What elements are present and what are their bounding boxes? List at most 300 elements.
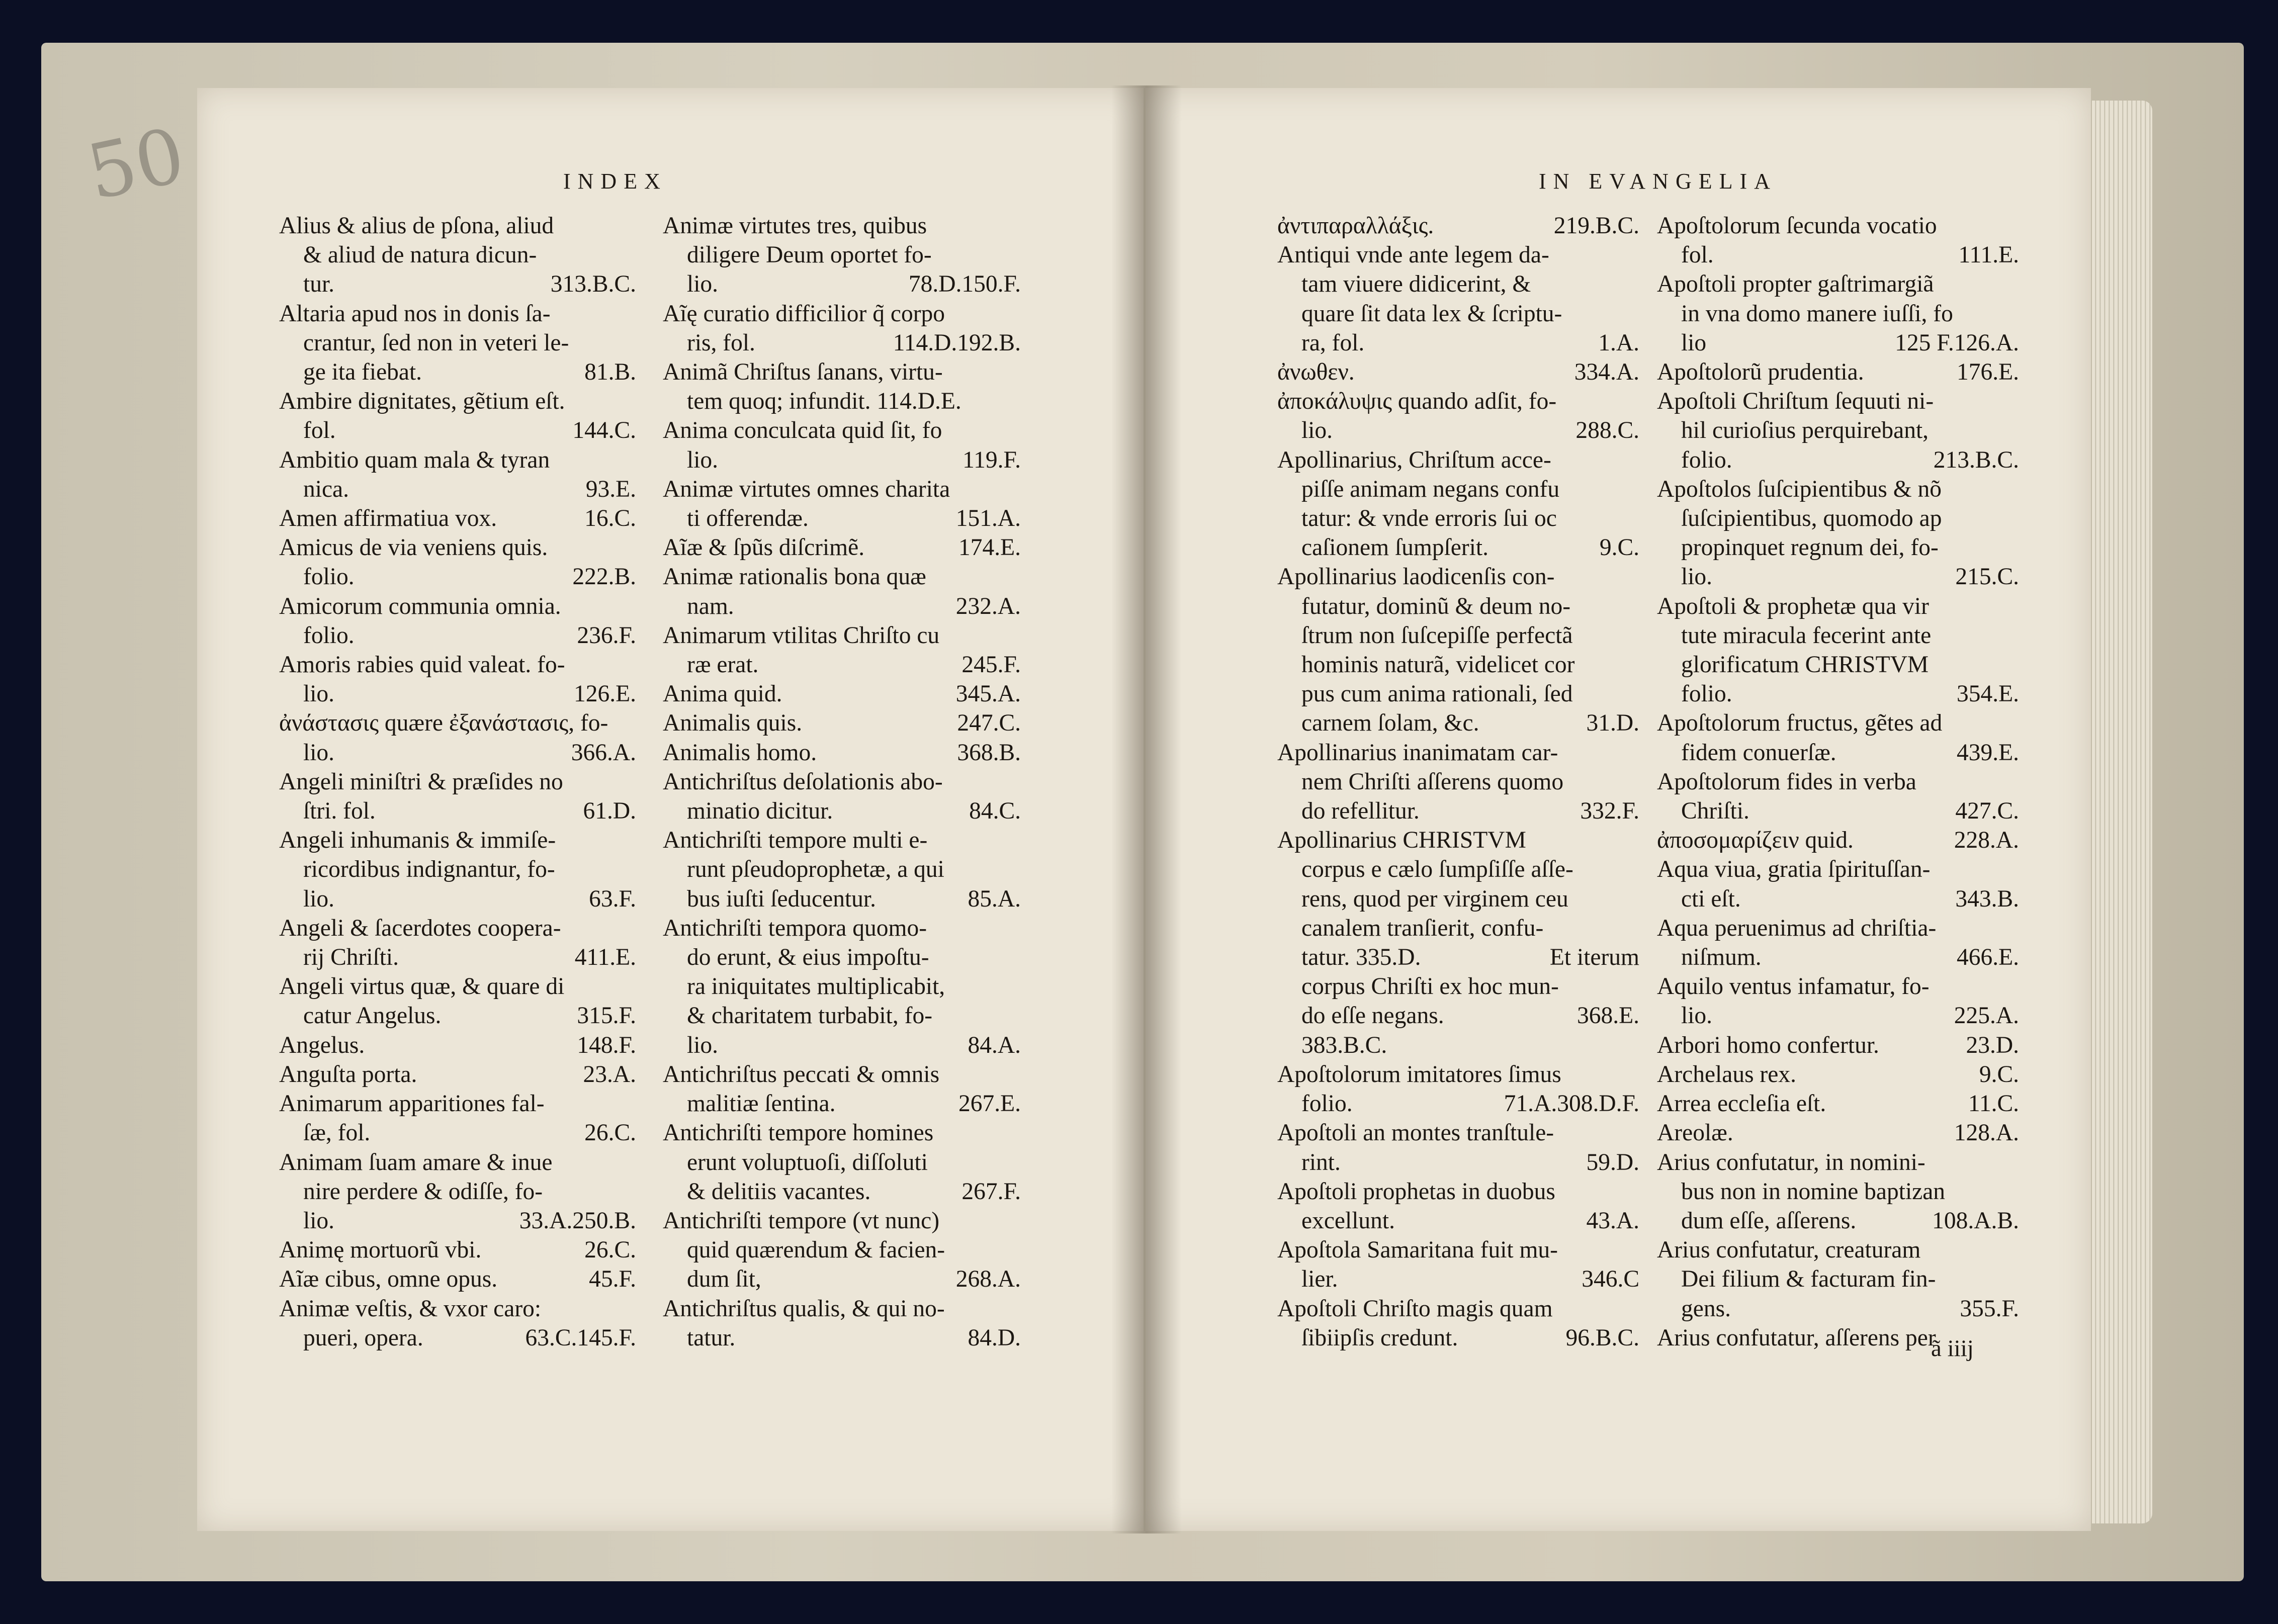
index-entry [1657,1148,2019,1236]
index-line [1277,504,1639,533]
index-line [663,914,1021,943]
index-line [279,826,636,855]
index-line [1657,1060,2019,1089]
index-text: excellunt. [1301,1207,1395,1234]
index-line [1277,445,1639,475]
index-line [279,796,636,826]
index-text: lio. [303,681,335,707]
index-line [663,884,1021,914]
index-line [663,1148,1021,1177]
index-entry [1277,1235,1639,1294]
index-entry [1277,1177,1639,1235]
index-page-ref: 366.A. [571,739,636,766]
index-text: caſionem ſumpſerit. [1301,534,1488,561]
index-text: Aqua peruenimus ad chriſtia- [1657,915,1937,941]
index-entry [1277,387,1639,445]
index-text: Apoſtolorũ prudentia. [1657,359,1864,386]
index-text: folio. [303,564,355,590]
index-page-ref: 232.A. [955,593,1021,619]
index-text: hil curioſius perquirebant, [1681,417,1929,444]
index-entry [1277,826,1639,1060]
index-text: corpus e cælo ſumpſiſſe aſſe- [1301,856,1573,883]
index-page-ref: 16.C. [584,505,636,532]
index-page-ref: 267.E. [958,1091,1021,1117]
index-line [1277,621,1639,650]
index-text: Angeli miniſtri & præſides no [279,768,563,795]
index-text: Amoris rabies quid valeat. fo- [279,652,565,678]
index-page-ref: 108.A.B. [1932,1207,2019,1234]
index-line [279,1235,636,1265]
index-line [1277,592,1639,621]
index-line [1277,533,1639,562]
index-page-ref: 247.C. [957,710,1021,737]
index-page-ref: 33.A.250.B. [519,1207,636,1234]
index-text: Alius & alius de pſona, aliud [279,213,554,239]
index-page-ref: 236.F. [577,622,636,649]
index-page-ref: 267.F. [961,1178,1021,1205]
index-entry [279,504,636,533]
index-text: folio. [1301,1091,1353,1117]
index-page-ref: 119.F. [962,446,1021,473]
index-text: nire perdere & odiſſe, fo- [303,1178,543,1205]
index-entry [1277,357,1639,387]
index-entry [1277,1060,1639,1118]
index-text: Apollinarius, Chriſtum acce- [1277,446,1551,473]
index-page-ref: 9.C. [1599,534,1639,561]
index-line [279,914,636,943]
page-edges [2092,101,2152,1523]
index-line [279,1206,636,1235]
index-line [663,767,1021,796]
index-line [279,1177,636,1206]
index-line [279,387,636,416]
index-line [1657,621,2019,650]
index-line [279,445,636,475]
index-text: tur. [303,271,335,298]
index-line [663,1118,1021,1147]
index-page-ref: 93.E. [585,476,636,502]
index-text: ge ita fiebat. [303,359,422,386]
index-text: Apollinarius laodicenſis con- [1277,564,1555,590]
index-line [279,1118,636,1147]
index-text: glorificatum CHRISTVM [1681,652,1929,678]
index-text: lio. [1301,417,1333,444]
index-entry [1657,767,2019,826]
index-line [279,738,636,767]
index-text: niſmum. [1681,944,1762,971]
index-text: nam. [687,593,734,619]
index-line [279,533,636,562]
index-entry [1657,1060,2019,1089]
index-page-ref: 315.F. [577,1003,636,1029]
index-text: Animalis homo. [663,739,817,766]
index-line [279,679,636,708]
index-line [1657,1294,2019,1323]
index-entry [1277,562,1639,738]
index-line [279,1089,636,1118]
index-text: catur Angelus. [303,1003,442,1029]
index-text: bus non in nomine baptizan [1681,1178,1946,1205]
index-text: Aĩæ & ſpũs diſcrimẽ. [663,534,865,561]
index-entry [1657,357,2019,387]
index-page-ref: 11.C. [1968,1091,2019,1117]
index-text: Antichriſti tempore homines [663,1120,934,1146]
index-text: Apoſtolorum fides in verba [1657,768,1916,795]
index-text: Animalis quis. [663,710,803,737]
index-entry [279,1265,636,1294]
index-page-ref: 148.F. [577,1032,636,1058]
index-line [663,504,1021,533]
index-page-ref: 368.E. [1576,1003,1639,1029]
index-line [663,1265,1021,1294]
index-line [279,1031,636,1060]
index-line [1277,943,1639,972]
index-text: crantur, ſed non in veteri le- [303,329,569,356]
index-text: ſtri. fol. [303,798,376,825]
index-line [663,796,1021,826]
index-line [1277,357,1639,387]
index-line [663,943,1021,972]
index-entry [663,621,1021,679]
index-line [1657,650,2019,679]
index-text: ἀνωθεν. [1277,359,1355,386]
index-text: Aĩę curatio difficilior q̃ corpo [663,300,945,327]
index-column-1 [279,211,636,1352]
index-text: 383.B.C. [1301,1032,1387,1058]
index-text: Angeli virtus quæ, & quare di [279,973,565,1000]
index-line [1277,416,1639,445]
index-line [1657,1001,2019,1030]
index-line [1277,299,1639,328]
index-line [1657,738,2019,767]
index-text: dum ſit, [687,1266,761,1293]
index-page-ref: 332.F. [1580,798,1639,825]
index-line [1657,767,2019,796]
index-text: ſuſcipientibus, quomodo ap [1681,505,1942,532]
running-head-left: INDEX [563,169,667,194]
index-line [1277,708,1639,738]
index-line [1277,1148,1639,1177]
index-text: ræ erat. [687,652,759,678]
index-page-ref: 354.E. [1956,681,2019,707]
index-line [1277,475,1639,504]
index-page-ref: 222.B. [572,564,636,590]
index-entry [1277,445,1639,563]
index-line [663,1060,1021,1089]
index-page-ref: 345.A. [955,681,1021,707]
index-text: pueri, opera. [303,1324,423,1351]
index-text: lio. [1681,564,1713,590]
index-line [279,650,636,679]
index-entry [279,914,636,972]
index-entry [1657,708,2019,767]
index-entry [663,1118,1021,1206]
index-line [663,1294,1021,1323]
index-text: bus iuſti ſeducentur. [687,885,876,912]
index-text: Animarum apparitiones fal- [279,1091,545,1117]
index-text: lier. [1301,1266,1338,1293]
index-page-ref: 96.B.C. [1565,1324,1639,1351]
index-line [1277,1118,1639,1147]
index-line [663,269,1021,299]
index-entry [663,475,1021,533]
index-text: Archelaus rex. [1657,1061,1796,1088]
index-entry [1657,826,2019,855]
index-line [663,1235,1021,1265]
index-line [663,299,1021,328]
index-line [279,884,636,914]
index-text: fidem conuerſæ. [1681,739,1836,766]
index-line [1277,328,1639,357]
index-text: lio. [303,739,335,766]
index-line [279,621,636,650]
book-gutter [1111,85,1182,1533]
index-page-ref: 176.E. [1956,359,2019,386]
index-entry [1277,738,1639,826]
index-text: lio. [687,271,719,298]
index-text: rint. [1301,1149,1341,1176]
index-line [279,475,636,504]
index-line [663,357,1021,387]
index-text: erunt voluptuoſi, diſſoluti [687,1149,928,1176]
pencil-annotation: 50 [79,112,192,217]
index-entry [279,826,636,914]
index-entry [663,211,1021,299]
index-text: Amen affirmatiua vox. [279,505,497,532]
index-entry [279,533,636,591]
index-text: quare ſit data lex & ſcriptu- [1301,300,1562,327]
index-column-2 [663,211,1021,1352]
index-entry [279,650,636,708]
index-line [279,708,636,738]
index-text: quid quærendum & facien- [687,1237,945,1264]
index-text: Apoſtolorum ſecunda vocatio [1657,213,1937,239]
index-text: ἀποκάλυψις quando adſit, fo- [1277,388,1557,415]
index-page-ref: 26.C. [584,1237,636,1264]
index-page-ref: 84.A. [968,1032,1021,1058]
index-text: lio. [303,885,335,912]
index-text: ἀνάστασις quære ἐξανάστασις, fo- [279,710,608,737]
index-line [663,708,1021,738]
index-page-ref: 31.D. [1586,710,1639,737]
index-line [1657,884,2019,914]
index-text: piſſe animam negans confu [1301,476,1560,502]
index-line [1277,826,1639,855]
index-line [1277,1031,1639,1060]
index-page-ref: 125 F.126.A. [1895,329,2019,356]
index-entry [279,708,636,767]
index-line [663,1089,1021,1118]
index-line [279,855,636,884]
index-line [1277,1177,1639,1206]
index-page-ref: 313.B.C. [550,271,636,298]
index-text: nica. [303,476,349,502]
index-text: Antichriſtus peccati & omnis [663,1061,940,1088]
index-text: rij Chriſti. [303,944,399,971]
index-line [279,972,636,1001]
index-page-ref: 213.B.C. [1933,446,2019,473]
index-text: Animæ rationalis bona quæ [663,564,926,590]
index-page-ref: 219.B.C. [1553,213,1639,239]
index-text: & aliud de natura dicun- [303,242,537,268]
index-line [1657,387,2019,416]
index-text: Amicus de via veniens quis. [279,534,548,561]
index-line [663,679,1021,708]
index-entry [663,826,1021,914]
index-page-ref: 439.E. [1956,739,2019,766]
index-line [1657,855,2019,884]
index-entry [279,1060,636,1089]
index-page-ref: 84.C. [969,798,1021,825]
index-page-ref: 23.A. [583,1061,636,1088]
index-text: Arrea eccleſia eſt. [1657,1091,1826,1117]
index-text: Angelus. [279,1032,365,1058]
index-text: corpus Chriſti ex hoc mun- [1301,973,1559,1000]
index-page-ref: 355.F. [1960,1295,2019,1322]
index-line [1657,504,2019,533]
index-entry [663,738,1021,767]
running-head-right: IN EVANGELIA [1539,169,1777,194]
index-text: Antichriſti tempora quomo- [663,915,927,941]
index-line [279,211,636,240]
index-line [1657,1148,2019,1177]
index-page-ref: 114.D.192.B. [893,329,1021,356]
index-line [279,299,636,328]
index-text: Anima quid. [663,681,782,707]
index-entry [279,299,636,387]
index-entry [1657,387,2019,475]
index-line [279,269,636,299]
index-page-ref: 85.A. [968,885,1021,912]
index-page-ref: 368.B. [957,739,1021,766]
index-line [663,475,1021,504]
index-line [663,240,1021,269]
index-line [663,650,1021,679]
index-entry [1657,1118,2019,1147]
index-text: Antichriſti tempore multi e- [663,827,928,854]
index-page-ref: 26.C. [584,1120,636,1146]
index-line [1277,972,1639,1001]
index-line [1277,562,1639,591]
index-page-ref: 343.B. [1955,885,2019,912]
index-text: ti offerendæ. [687,505,809,532]
index-page-ref: 81.B. [584,359,636,386]
index-entry [663,767,1021,826]
index-line [1657,1177,2019,1206]
index-text: lio. [303,1207,335,1234]
index-line [1657,240,2019,269]
index-text: Arius confutatur, creaturam [1657,1237,1921,1264]
index-line [279,416,636,445]
index-text: malitiæ ſentina. [687,1091,836,1117]
index-entry [663,416,1021,474]
index-page-ref: 43.A. [1586,1207,1639,1234]
index-text: canalem tranſierit, confu- [1301,915,1544,941]
index-entry [663,299,1021,357]
index-line [1277,1235,1639,1265]
index-text: do refellitur. [1301,798,1420,825]
index-line [1277,1060,1639,1089]
index-page-ref: 23.D. [1966,1032,2019,1058]
index-text: Angeli inhumanis & immiſe- [279,827,556,854]
index-line [279,943,636,972]
index-text: futatur, dominũ & deum no- [1301,593,1571,619]
index-line [279,328,636,357]
index-text: ſtrum non ſuſcepiſſe perfectã [1301,622,1573,649]
index-entry [279,1235,636,1265]
index-line [1277,1294,1639,1323]
index-text: rens, quod per virginem ceu [1301,885,1568,912]
index-text: tatur. 335.D. [1301,944,1421,971]
index-page-ref: 225.A. [1954,1003,2019,1029]
index-line [279,1265,636,1294]
index-text: diligere Deum oportet fo- [687,242,932,268]
index-line [1277,1089,1639,1118]
index-line [279,240,636,269]
index-text: lio. [687,1032,719,1058]
index-page-ref: 63.F. [589,885,636,912]
index-line [1277,387,1639,416]
index-entry [279,211,636,299]
index-text: lio. [1681,1003,1713,1029]
index-entry [663,357,1021,416]
index-entry [279,1148,636,1236]
index-line [663,211,1021,240]
index-text: pus cum anima rationali, ſed [1301,681,1573,707]
index-text: Amicorum communia omnia. [279,593,561,619]
index-text: Apoſtoli propter gaſtrimargiã [1657,271,1934,298]
index-page-ref: 268.A. [955,1266,1021,1293]
index-text: Apollinarius inanimatam car- [1277,739,1558,766]
index-line [663,445,1021,475]
index-line [1657,708,2019,738]
index-line [663,1323,1021,1352]
index-text: Anguſta porta. [279,1061,417,1088]
index-text: Animarum vtilitas Chriſto cu [663,622,940,649]
index-text: ἀντιπαραλλάξις. [1277,213,1434,239]
index-entry [279,972,636,1030]
index-text: folio. [1681,446,1732,473]
index-page-ref: 61.D. [583,798,636,825]
index-text: Arbori homo confertur. [1657,1032,1879,1058]
index-entry [663,533,1021,562]
index-page-ref: 245.F. [961,652,1021,678]
index-entry [1657,1031,2019,1060]
index-entry [1657,592,2019,709]
index-line [1657,269,2019,299]
index-line [1657,445,2019,475]
index-page-ref: 427.C. [1955,798,2019,825]
index-page-ref: 78.D.150.F. [908,271,1021,298]
index-entry [663,562,1021,620]
index-line [1277,211,1639,240]
index-line [1657,592,2019,621]
index-line [1657,1206,2019,1235]
index-text: Altaria apud nos in donis ſa- [279,300,551,327]
index-entry [279,1089,636,1147]
index-page-ref: 144.C. [572,417,636,444]
index-text: Anima conculcata quid ſit, fo [663,417,942,444]
index-line [1657,211,2019,240]
index-text: lio. [687,446,719,473]
index-text: do erunt, & eius impoſtu- [687,944,929,971]
index-text: Apoſtola Samaritana fuit mu- [1277,1237,1558,1264]
index-page-ref: 411.E. [574,944,636,971]
index-text: runt pſeudoprophetæ, a qui [687,856,944,883]
index-text: tam viuere didicerint, & [1301,271,1531,298]
index-line [663,416,1021,445]
index-text: Apoſtoli & prophetæ qua vir [1657,593,1929,619]
